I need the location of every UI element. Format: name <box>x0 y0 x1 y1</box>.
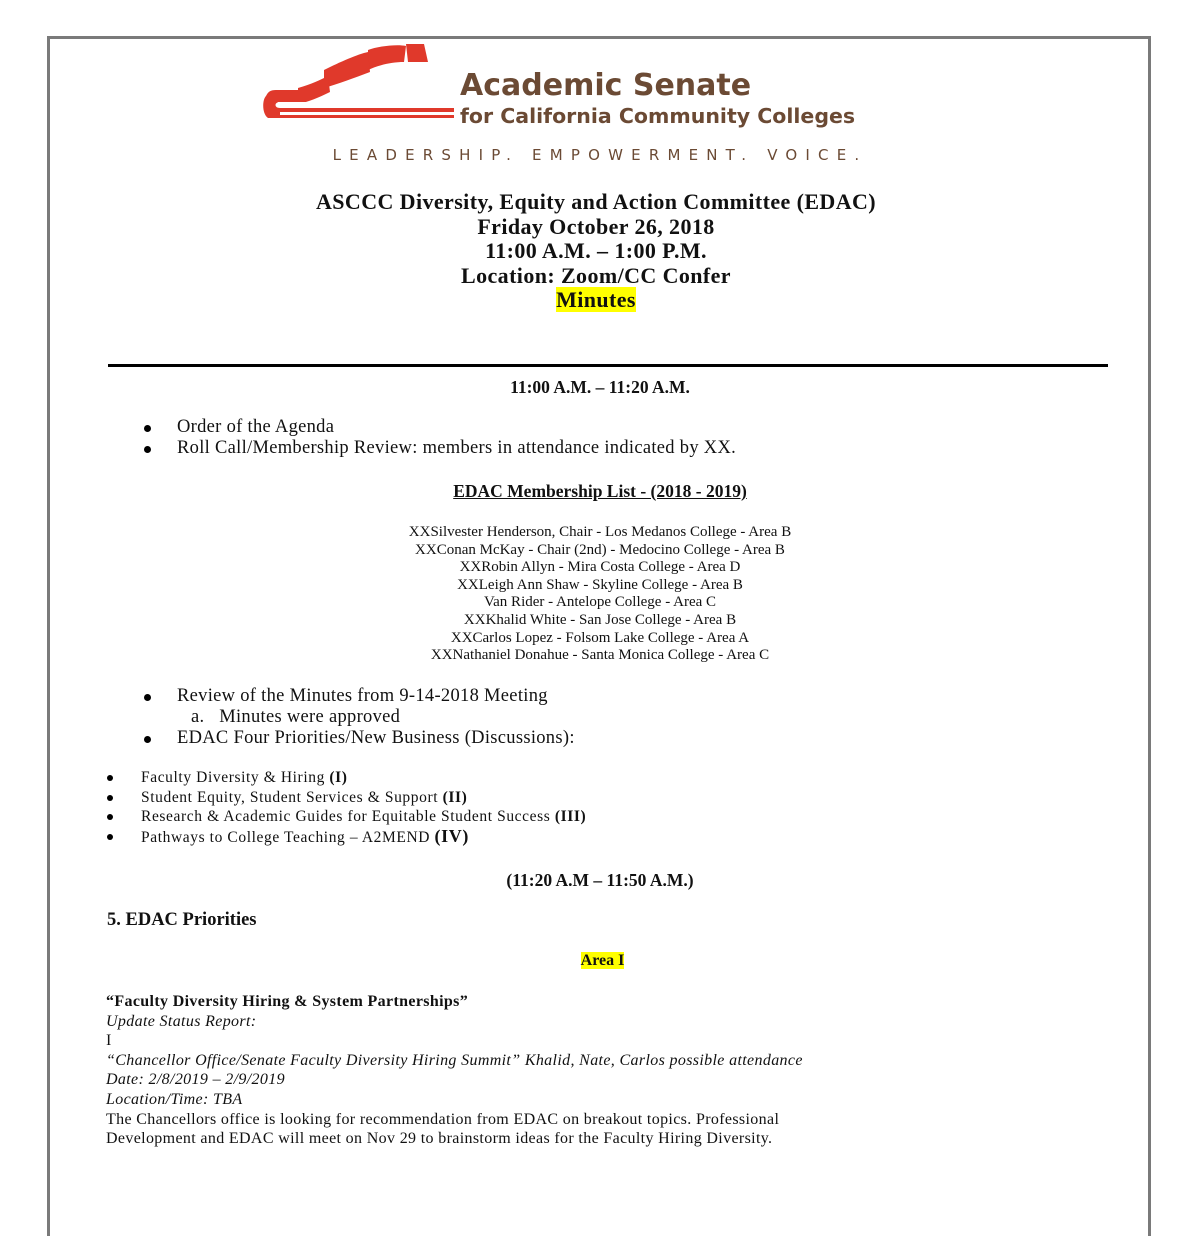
paragraph-line: Development and EDAC will meet on Nov 29 to brainstorm ideas for the Faculty Hiring Diversity. <box>106 1130 773 1148</box>
area1-heading: “Faculty Diversity Hiring & System Partnerships” <box>106 993 469 1010</box>
meeting-title: ASCCC Diversity, Equity and Action Committee (EDAC) <box>316 189 876 214</box>
meeting-time: 11:00 A.M. – 1:00 P.M. <box>485 238 707 263</box>
member-item: XXSilvester Henderson, Chair - Los Medanos College - Area B <box>408 524 792 540</box>
summit-line: “Chancellor Office/Senate Faculty Diversity Hiring Summit” Khalid, Nate, Carlos possible attendance <box>106 1051 803 1069</box>
meeting-location: Location: Zoom/CC Confer <box>461 262 731 288</box>
priority-item: Research & Academic Guides for Equitable Student Success (III) <box>141 807 586 827</box>
priority-item: Faculty Diversity & Hiring (I) <box>141 768 586 788</box>
member-item: XXConan McKay - Chair (2nd) - Medocino College - Area B <box>415 541 785 558</box>
agenda-list <box>177 686 575 749</box>
bullet-icon <box>144 446 151 453</box>
member-item: XXNathaniel Donahue - Santa Monica College - Area C <box>430 647 770 664</box>
bullet-icon <box>144 736 151 743</box>
member-item: XXKhalid White - San Jose College - Area B <box>463 611 737 628</box>
summit-date: Date: 2/8/2019 – 2/9/2019 <box>106 1071 285 1089</box>
membership-title: EDAC Membership List - (2018 - 2019) <box>453 481 747 501</box>
bullet-icon <box>107 775 113 781</box>
session1-time: 11:00 A.M. – 11:20 A.M. <box>510 377 690 397</box>
meeting-date: Friday October 26, 2018 <box>477 213 715 239</box>
bullet-icon <box>144 425 151 432</box>
session2-time: (11:20 A.M – 11:50 A.M.) <box>506 870 694 890</box>
books-logo-icon <box>258 40 458 130</box>
bullet-icon <box>107 814 113 820</box>
tagline: LEADERSHIP. EMPOWERMENT. VOICE. <box>332 146 868 164</box>
bullet-icon <box>107 834 113 840</box>
list-item: Order of the Agenda <box>177 417 736 438</box>
paragraph-line: The Chancellors office is looking for recommendation from EDAC on breakout topics. Professional <box>106 1110 780 1128</box>
logo-title: Academic Senate <box>460 68 752 103</box>
section-title: 5. EDAC Priorities <box>107 910 257 930</box>
area-label: Area I <box>580 952 625 969</box>
priorities-list <box>141 768 586 847</box>
member-item: XXLeigh Ann Shaw - Skyline College - Area B <box>457 576 743 593</box>
logo-subtitle: for California Community Colleges <box>460 104 856 128</box>
area1-body <box>106 992 803 1149</box>
priority-item: Pathways to College Teaching – A2MEND (IV) <box>141 827 586 848</box>
bullet-icon <box>107 795 113 801</box>
summit-location: Location/Time: TBA <box>106 1090 243 1108</box>
priority-item: Student Equity, Student Services & Support (II) <box>141 788 586 808</box>
list-item: Roll Call/Membership Review: members in attendance indicated by XX. <box>177 438 736 459</box>
member-item: XXCarlos Lopez - Folsom Lake College - Area A <box>450 629 750 646</box>
member-item: XXRobin Allyn - Mira Costa College - Area D <box>459 559 741 576</box>
minutes-label: Minutes <box>556 287 636 312</box>
member-item: Van Rider - Antelope College - Area C <box>483 594 717 611</box>
asccc-logo <box>258 40 958 135</box>
item-marker: I <box>106 1032 112 1050</box>
bullet-icon <box>144 694 151 701</box>
session1-list <box>177 417 736 459</box>
list-item: Review of the Minutes from 9-14-2018 Meeting <box>177 686 575 707</box>
sub-list-item: a. Minutes were approved <box>191 707 401 727</box>
membership-list <box>0 524 1200 665</box>
meeting-heading <box>0 190 1192 313</box>
list-item: EDAC Four Priorities/New Business (Discussions): <box>177 728 575 749</box>
horizontal-divider <box>108 364 1108 367</box>
status-label: Update Status Report: <box>106 1012 257 1030</box>
